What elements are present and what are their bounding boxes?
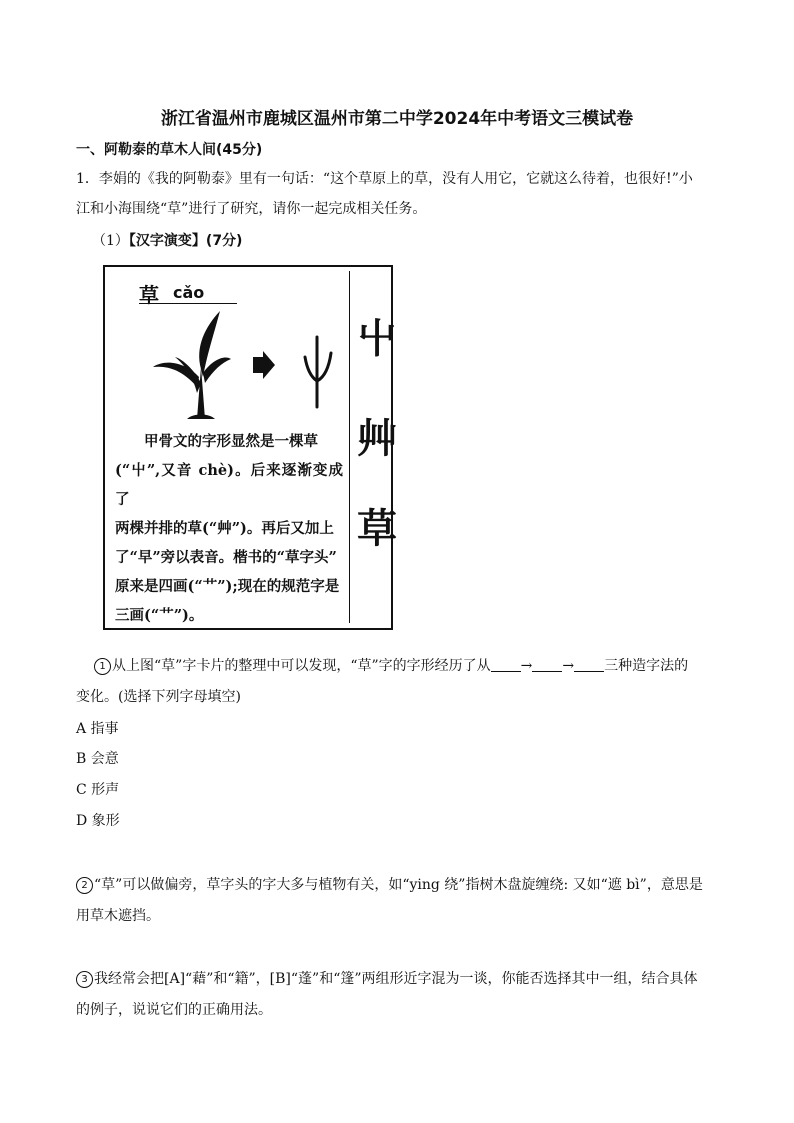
task-3-line-2: 的例子，说说它们的正确用法。 <box>76 1002 272 1018</box>
character-card-figure <box>103 265 397 630</box>
question-1-line-1: 1．李娟的《我的阿勒泰》里有一句话：“这个草原上的草，没有人用它，它就这么待着，也很好!”小 <box>76 171 693 187</box>
option-c: C 形声 <box>76 782 120 798</box>
circled-number-1: 1 <box>94 658 111 675</box>
subquestion-heading <box>92 230 242 250</box>
seal-script-form: 艸 <box>357 415 397 462</box>
section-heading: 一、阿勒泰的草木人间(45分) <box>76 142 263 158</box>
question-1-line-2: 江和小海围绕“草”进行了研究，请你一起完成相关任务。 <box>76 201 427 217</box>
option-d: D 象形 <box>76 813 120 829</box>
page-title: 浙江省温州市鹿城区温州市第二中学2024年中考语文三模试卷 <box>160 109 634 129</box>
task-3-line-1: 3 我经常会把[A]“藉”和“籍”，[B]“蓬”和“篷”两组形近字混为一谈，你能否选择其中一组，结合具体 <box>76 968 698 988</box>
card-pinyin: cǎo <box>173 283 205 302</box>
regular-script-form: 草 <box>357 505 397 552</box>
oracle-bone-form: 屮 <box>357 315 397 362</box>
circled-number-3: 3 <box>76 971 93 988</box>
card-header <box>139 281 237 307</box>
grass-drawing-illustration <box>135 307 345 427</box>
arrow-icon <box>253 351 275 379</box>
circled-number-2: 2 <box>76 877 93 894</box>
card-divider <box>349 271 350 623</box>
task-2-line-1: 2 “草”可以做偏旁，草字头的字大多与植物有关，如“ying 绕”指树木盘旋缠绕: 又如“遮 bì”，意思是 <box>76 874 703 894</box>
answer-blank-1[interactable] <box>491 657 521 672</box>
card-description: 甲骨文的字形显然是一棵草 (“屮”,又音 chè)。后来逐渐变成了 两棵并排的草(“艸”)。再后又加上 了“早”旁以表音。楷书的“草字头” 原来是四画(“艹”);现在的规范字是 三画(“艹”)。 <box>115 433 343 624</box>
card-character: 草 <box>139 283 159 307</box>
answer-blank-3[interactable] <box>574 657 604 672</box>
task-2-line-2: 用草木遮挡。 <box>76 908 160 924</box>
subquestion-title: 【汉字演变】(7分) <box>128 233 243 249</box>
answer-blank-2[interactable] <box>532 657 562 672</box>
task-1-line-2: 变化。(选择下列字母填空) <box>76 689 241 705</box>
task-1-line-1: 1 从上图“草”字卡片的整理中可以发现，“草”字的字形经历了从 → → 三种造字法的 <box>94 655 688 675</box>
subquestion-number: （1） <box>92 233 129 249</box>
option-b: B 会意 <box>76 751 119 767</box>
option-a: A 指事 <box>76 721 119 737</box>
